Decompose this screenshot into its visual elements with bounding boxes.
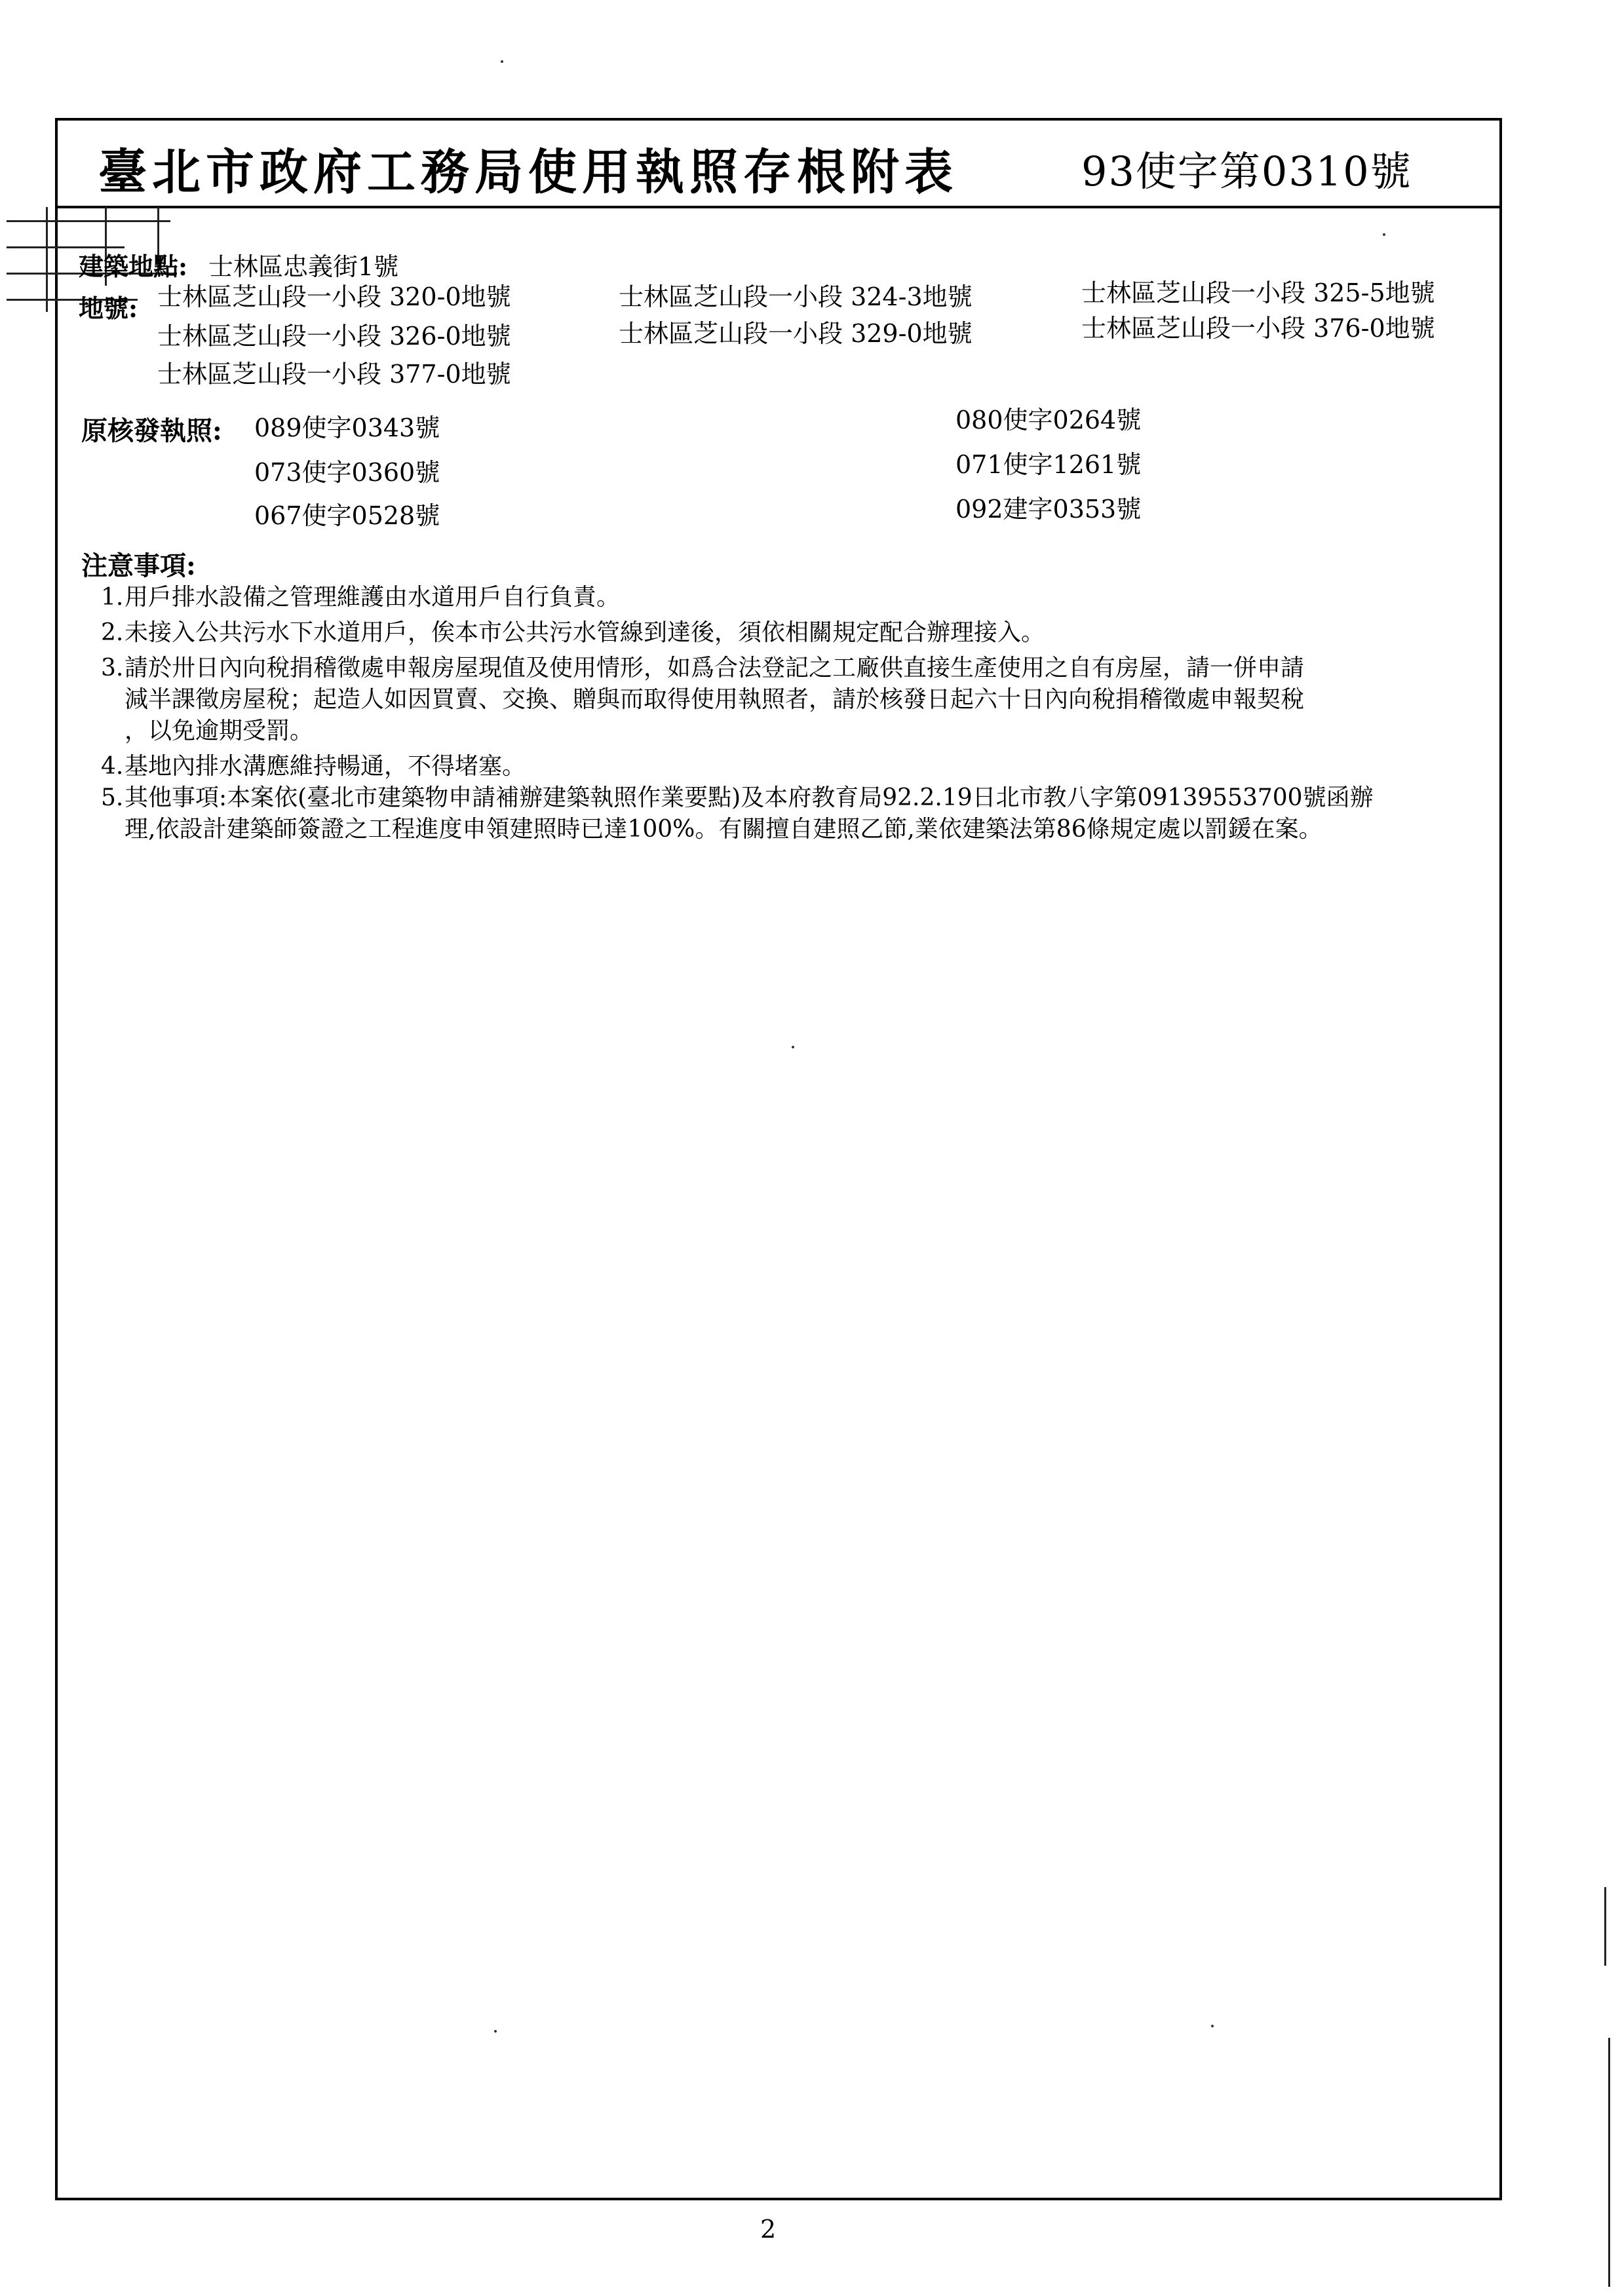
original-permit-6: 092建字0353號	[955, 495, 1142, 524]
permit-number: 93使字第0310號	[1081, 147, 1412, 195]
land-lot-5: 士林區芝山段一小段 329-0地號	[619, 319, 973, 348]
note-number: 5.	[101, 784, 124, 811]
land-lot-label: 地號:	[79, 294, 138, 323]
note-item	[101, 582, 1484, 613]
note-item	[101, 751, 1484, 782]
scan-speck	[1383, 233, 1385, 236]
header-divider	[55, 206, 1502, 208]
note-number: 3.	[101, 655, 124, 681]
notes-label: 注意事項:	[81, 550, 196, 581]
scan-speck	[792, 1046, 794, 1048]
note-text: 基地內排水溝應維持暢通，不得堵塞。	[125, 753, 526, 780]
original-permit-2: 080使字0264號	[955, 406, 1142, 434]
original-permit-1: 089使字0343號	[254, 413, 440, 442]
note-number: 4.	[101, 753, 124, 780]
scan-speck	[501, 60, 503, 63]
original-permit-4: 071使字1261號	[955, 450, 1142, 479]
land-lot-1: 士林區芝山段一小段 320-0地號	[157, 282, 511, 311]
land-lot-4: 士林區芝山段一小段 326-0地號	[157, 322, 511, 351]
scan-edge-mark	[1608, 2038, 1610, 2287]
note-item	[101, 782, 1484, 845]
land-lot-2: 士林區芝山段一小段 324-3地號	[619, 282, 973, 311]
original-permits-label: 原核發執照:	[81, 415, 222, 446]
note-item	[101, 617, 1484, 649]
scan-speck	[494, 2030, 497, 2033]
land-lot-7: 士林區芝山段一小段 377-0地號	[157, 360, 511, 389]
note-text: 用戶排水設備之管理維護由水道用戶自行負責。	[125, 584, 621, 611]
land-lot-3: 士林區芝山段一小段 325-5地號	[1081, 278, 1435, 307]
document-title: 臺北市政府工務局使用執照存根附表	[98, 144, 958, 201]
note-text: 請於卅日內向稅捐稽徵處申報房屋現值及使用情形，如爲合法登記之工廠供直接生產使用之自有房屋，請一併申請 減半課徵房屋稅；起造人如因買賣、交換、贈與而取得使用執照者，請於核發日起六十日內向稅捐稽徵處申報契稅 ，以免逾期受罰。	[125, 655, 1305, 744]
note-number: 1.	[101, 584, 124, 611]
building-site-value: 士林區忠義街1號	[208, 252, 399, 281]
note-number: 2.	[101, 619, 124, 646]
land-lot-6: 士林區芝山段一小段 376-0地號	[1081, 314, 1435, 343]
original-permit-3: 073使字0360號	[254, 458, 440, 487]
scan-speck	[1211, 2025, 1214, 2027]
note-text: 未接入公共污水下水道用戶，俟本市公共污水管線到達後，須依相關規定配合辦理接入。	[125, 619, 1045, 646]
building-site-label: 建築地點:	[79, 252, 188, 281]
note-text: 其他事項:本案依(臺北市建築物申請補辦建築執照作業要點)及本府教育局92.2.19日北市教八字第09139553700號函辦 理,依設計建築師簽證之工程進度申領建照時已達100%。有關擅自建照乙節,業依建築法第86條規定處以罰鍰在案。	[125, 784, 1374, 843]
scan-edge-mark	[1604, 1887, 1606, 1966]
original-permit-5: 067使字0528號	[254, 501, 440, 530]
page-number: 2	[760, 2215, 777, 2244]
note-item	[101, 653, 1484, 747]
